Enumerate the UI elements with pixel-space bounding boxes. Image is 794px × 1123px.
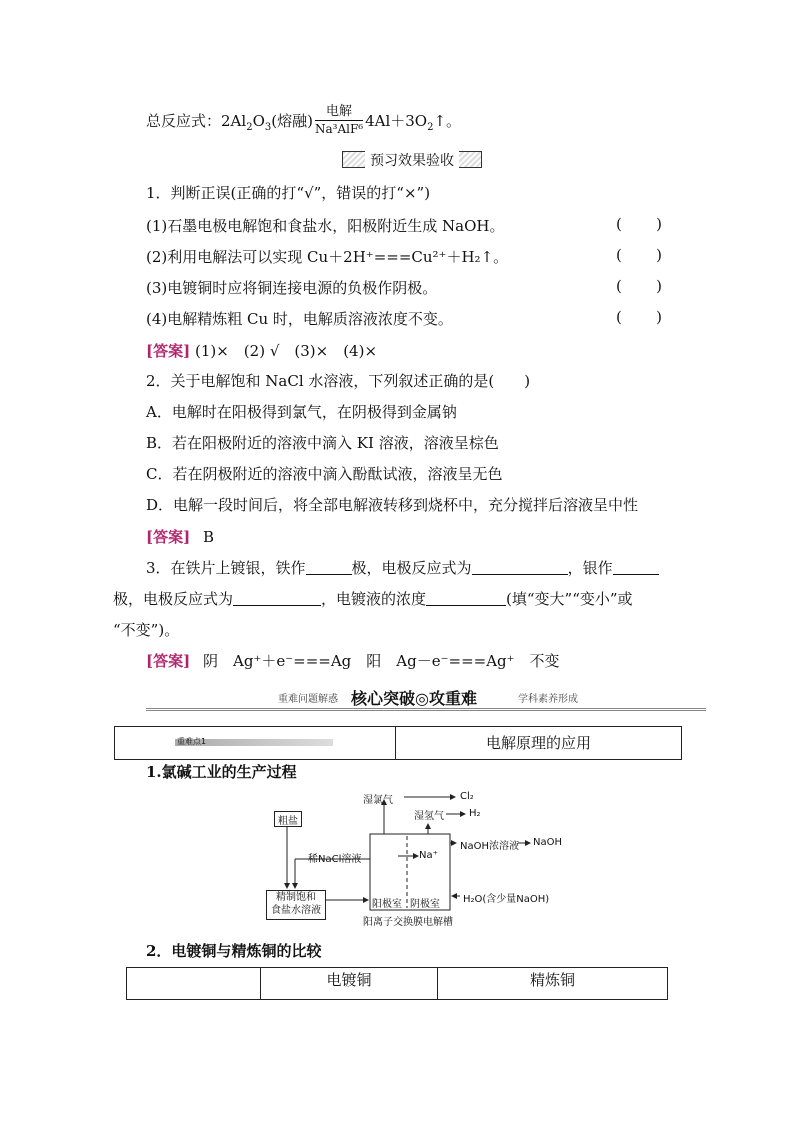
- q1-paren-3: ( ): [616, 277, 662, 295]
- wet-h2-label: 湿氢气: [414, 811, 444, 822]
- dilute-nacl-label: 稀NaCl溶液: [308, 854, 362, 865]
- total-reaction: 总反应式：$2Al_2O_3$(熔融) $\frac{\text{电解}}{\text{Na³AlF⁶}}$ $4Al+3O_2↑$。: [146, 104, 461, 140]
- cell-label: 阳离子交换膜电解槽: [363, 917, 453, 928]
- preview-banner-text: 预习效果验收: [365, 150, 459, 170]
- q3-line-3: “不变”)。: [113, 621, 180, 639]
- compare-table: [126, 967, 668, 1000]
- q1-paren-2: ( ): [616, 246, 662, 264]
- crude-salt-box: 粗盐: [274, 811, 302, 827]
- q1-paren-1: ( ): [616, 215, 662, 233]
- q1-item-4: (4)电解精炼粗 Cu 时，电解质溶液浓度不变。: [146, 310, 453, 328]
- q2-option-d: D．电解一段时间后，将全部电解液转移到烧杯中，充分搅拌后溶液呈中性: [146, 496, 639, 514]
- q1-paren-4: ( ): [616, 308, 662, 326]
- compare-col-plating: 电镀铜: [261, 968, 438, 999]
- section-right-sub: 学科素养形成: [518, 694, 578, 705]
- q2-option-c: C．若在阴极附近的溶液中滴入酚酞试液，溶液呈无色: [146, 465, 503, 483]
- electrolysis-condition: $\frac{\text{电解}}{\text{Na³AlF⁶}}$: [315, 100, 363, 136]
- compare-heading: 2．电镀铜与精炼铜的比较: [146, 942, 322, 960]
- key-point-tag: 重难点1: [177, 737, 207, 746]
- q3-line-1: 3．在铁片上镀银，铁作 极，电极反应式为 ，银作: [146, 557, 659, 578]
- q1-answer-text: (1)× (2) √ (3)× (4)×: [194, 342, 378, 360]
- section-left-sub: 重难问题解惑: [278, 694, 338, 705]
- h2-label: H₂: [469, 808, 481, 819]
- q2-option-a: A．电解时在阳极得到氯气，在阴极得到金属钠: [146, 403, 457, 421]
- cl2-label: Cl₂: [460, 791, 474, 802]
- cathode-chamber-label: 阴极室: [410, 899, 440, 910]
- answer-tag: [答案]: [146, 652, 191, 670]
- key-point-title: 电解原理的应用: [485, 734, 591, 752]
- chlor-alkali-heading: 1.氯碱工业的生产过程: [146, 763, 297, 781]
- q1-item-3: (3)电镀铜时应将铜连接电源的负极作阴极。: [146, 279, 438, 297]
- na-ion-label: Na⁺: [419, 850, 438, 861]
- q2-answer-text: B: [202, 528, 215, 546]
- q1-item-2: (2)利用电解法可以实现 Cu＋2H⁺===Cu²⁺＋H₂↑。: [146, 248, 509, 266]
- refined-brine-box: 精制饱和 食盐水溶液: [266, 890, 326, 920]
- compare-col-refining: 精炼铜: [529, 971, 575, 989]
- q1-stem: 1．判断正误(正确的打“√”，错误的打“×”): [146, 184, 431, 202]
- q2-stem: 2．关于电解饱和 NaCl 水溶液，下列叙述正确的是( ): [146, 372, 531, 390]
- total-reaction-label: 总反应式：: [146, 112, 222, 130]
- q3-line-2: 极，电极反应式为 ，电镀液的浓度 (填“变大”“变小”或: [113, 590, 633, 608]
- anode-chamber-label: 阳极室: [372, 899, 402, 910]
- q2-option-b: B．若在阳极附近的溶液中滴入 KI 溶液，溶液呈棕色: [146, 434, 499, 452]
- answer-tag: [答案]: [146, 528, 191, 546]
- compare-col-blank: [127, 968, 261, 999]
- q3-answer-text: 阴 Ag⁺＋e⁻===Ag 阳 Ag－e⁻===Ag⁺ 不变: [202, 652, 560, 670]
- naoh-label: NaOH: [533, 837, 562, 848]
- answer-tag: [答案]: [146, 342, 191, 360]
- water-label: H₂O(含少量NaOH): [463, 894, 550, 905]
- naoh-conc-label: NaOH浓溶液: [460, 841, 519, 852]
- wet-cl2-label: 湿氯气: [363, 795, 393, 806]
- section-title: 核心突破◎攻重难: [351, 689, 477, 708]
- q1-item-1: (1)石墨电极电解饱和食盐水，阳极附近生成 NaOH。: [146, 217, 505, 235]
